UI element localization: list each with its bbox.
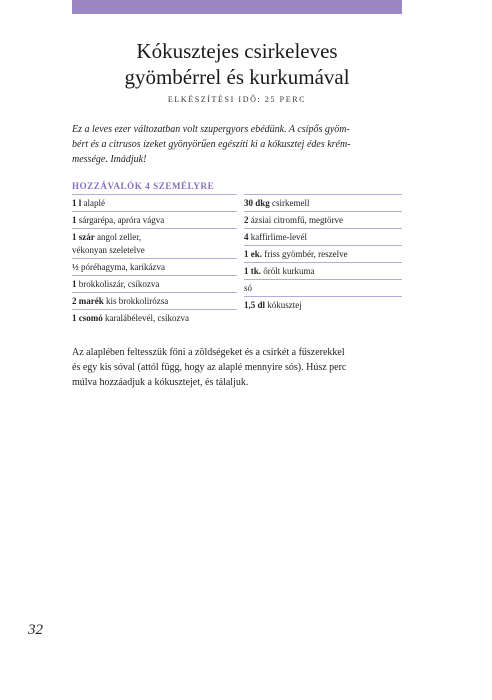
instruction-line: múlva hozzáadjuk a kókusztejet, és tálaljuk. <box>72 377 249 388</box>
ingredient-quantity: 4 <box>244 232 249 242</box>
intro-line: bért és a citrusos ízeket gyönyörűen egészíti ki a kókusztej édes krém- <box>72 139 351 150</box>
ingredients-heading: HOZZÁVALÓK 4 SZEMÉLYRE <box>72 181 215 191</box>
ingredient-row <box>244 194 402 211</box>
ingredient-line <box>72 197 237 210</box>
ingredient-row <box>244 262 402 279</box>
ingredient-quantity: 1 szár <box>72 232 95 242</box>
intro-line: messége. Imádjuk! <box>72 154 147 165</box>
ingredient-row <box>244 296 402 313</box>
ingredient-row <box>244 279 402 296</box>
ingredient-quantity: ½ <box>72 262 79 272</box>
ingredient-quantity: 1 ek. <box>244 249 262 259</box>
ingredient-text: ázsiai citromfű, megtörve <box>250 215 343 225</box>
ingredient-text: sárgarépa, apróra vágva <box>78 215 165 225</box>
intro-line: Ez a leves ezer változatban volt szupergyors ebédünk. A csípős gyöm- <box>72 124 350 135</box>
ingredient-line <box>72 231 237 244</box>
ingredient-line <box>72 312 237 325</box>
ingredient-text: angol zeller, <box>97 232 142 242</box>
ingredients-left-column <box>72 194 237 326</box>
ingredient-quantity: 30 dkg <box>244 198 270 208</box>
ingredient-quantity: 1 l <box>72 198 82 208</box>
recipe-instructions <box>72 345 412 390</box>
ingredients-right-column <box>244 194 402 313</box>
ingredient-text: kis brokkolirózsa <box>106 296 169 306</box>
ingredient-line <box>244 248 402 261</box>
ingredient-row <box>72 228 237 258</box>
ingredient-quantity: 1 tk. <box>244 266 262 276</box>
instruction-line: Az alaplében feltesszük főni a zöldségeket és a csirkét a fűszerekkel <box>72 347 345 358</box>
ingredient-text: póréhagyma, karikázva <box>81 262 165 272</box>
ingredient-text: kókusztej <box>267 300 302 310</box>
ingredient-line <box>244 197 402 210</box>
ingredient-quantity: 2 marék <box>72 296 104 306</box>
ingredient-text: karalábélevél, csíkozva <box>105 313 189 323</box>
ingredient-line <box>244 214 402 227</box>
page-number: 32 <box>28 622 43 638</box>
ingredient-row <box>244 245 402 262</box>
ingredient-row <box>72 194 237 211</box>
ingredient-row <box>72 309 237 326</box>
ingredient-line <box>72 295 237 308</box>
ingredient-row <box>72 275 237 292</box>
ingredient-line <box>244 299 402 312</box>
ingredient-line <box>72 261 237 274</box>
ingredient-text: brokkoliszár, csíkozva <box>78 279 160 289</box>
top-accent-bar <box>72 0 402 14</box>
ingredient-quantity: 1 csomó <box>72 313 103 323</box>
title-line-1: Kókusztejes csirkeleves <box>136 39 338 63</box>
ingredient-quantity: 2 <box>244 215 249 225</box>
ingredient-text: alaplé <box>83 198 106 208</box>
prep-time: ELKÉSZÍTÉSI IDŐ: 25 PERC <box>167 95 307 104</box>
ingredient-text: őrölt kurkuma <box>263 266 315 276</box>
ingredient-line <box>244 231 402 244</box>
ingredient-row <box>72 292 237 309</box>
ingredient-text: kaffirlime-levél <box>250 232 308 242</box>
ingredient-line <box>72 278 237 291</box>
ingredient-quantity: 1 <box>72 215 77 225</box>
recipe-title <box>72 38 402 90</box>
ingredient-quantity: 1,5 dl <box>244 300 266 310</box>
title-line-2: gyömbérrel és kurkumával <box>124 65 350 89</box>
ingredient-line <box>72 244 237 257</box>
ingredient-row <box>72 258 237 275</box>
ingredient-row <box>244 228 402 245</box>
ingredient-text: friss gyömbér, reszelve <box>264 249 348 259</box>
ingredient-text: só <box>244 283 253 293</box>
ingredient-row <box>244 211 402 228</box>
ingredient-text: vékonyan szeletelve <box>72 245 145 255</box>
ingredient-line <box>244 265 402 278</box>
ingredient-text: csirkemell <box>272 198 310 208</box>
ingredient-row <box>72 211 237 228</box>
ingredient-line <box>72 214 237 227</box>
ingredient-quantity: 1 <box>72 279 77 289</box>
ingredient-line <box>244 282 402 295</box>
instruction-line: és egy kis sóval (attól függ, hogy az alaplé mennyire sós). Húsz perc <box>72 362 347 373</box>
recipe-intro <box>72 122 402 167</box>
